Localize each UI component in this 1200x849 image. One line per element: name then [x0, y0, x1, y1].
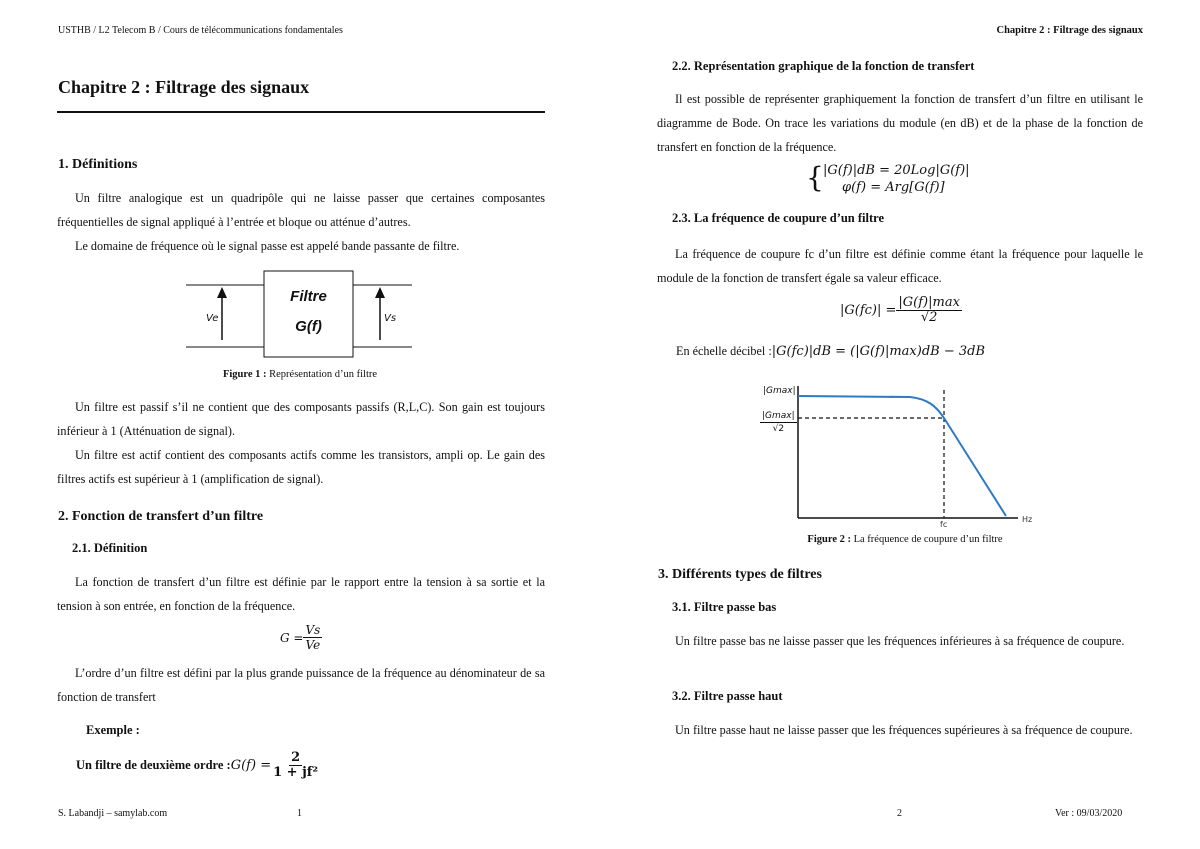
- s1-paragraph-1: Un filtre analogique est un quadripôle qui ne laisse passer que certaines composantes fréquentielles de signal appliqué à l’entrée et bloque ou atténue d’autres.: [57, 191, 545, 229]
- s31-paragraph-1: Un filtre passe bas ne laisse passer que les fréquences inférieures à sa fréquence de coupure.: [675, 634, 1125, 648]
- section-3-title: 3. Différents types de filtres: [658, 567, 822, 582]
- ve-label: Ve: [206, 313, 219, 324]
- bode-equations: { |G(f)|dB = 20Log|G(f)| φ(f) = Arg[G(f)]: [806, 161, 970, 195]
- decibel-text: En échelle décibel :: [676, 344, 772, 358]
- figure-1-caption-text: Représentation d’un filtre: [266, 369, 378, 380]
- example-text: Un filtre de deuxième ordre :: [76, 758, 231, 772]
- figure-1-caption: [180, 369, 420, 380]
- figure-1-caption-bold: Figure 1 :: [222, 369, 267, 380]
- gmax-label: |Gmax|: [763, 386, 796, 396]
- footer-page-2: 2: [897, 808, 902, 819]
- equation-g: [280, 623, 322, 652]
- example-denominator: 1 + jf²: [273, 765, 319, 780]
- equation-g-numerator: Vs: [305, 623, 321, 637]
- s1-paragraph-3: Un filtre est passif s’il ne contient que des composants passifs (R,L,C). Son gain est toujours inférieur à 1 (Atténuation de signal).: [57, 400, 545, 438]
- right-header: Chapitre 2 : Filtrage des signaux: [996, 25, 1143, 36]
- vs-arrowhead-icon: [375, 287, 385, 298]
- decibel-equation: |G(fc)|dB = (|G(f)|max)dB − 3dB: [771, 343, 986, 359]
- footer-version: Ver : 09/03/2020: [1055, 808, 1123, 819]
- s1-paragraph-2: Le domaine de fréquence où le signal passe est appelé bande passante de filtre.: [75, 239, 460, 253]
- ve-arrowhead-icon: [217, 287, 227, 298]
- section-1-title: 1. Définitions: [58, 157, 138, 172]
- s1-paragraph-4: Un filtre est actif contient des composants actifs comme les transistors, ampli op. Le gain des filtres actifs est supérieur à 1 (amplification de signal).: [57, 448, 545, 486]
- section-3-2-title: 3.2. Filtre passe haut: [672, 689, 783, 703]
- magnitude-curve: [798, 396, 1006, 516]
- gmax-sqrt2-denominator: √2: [772, 424, 785, 434]
- vs-label: Vs: [384, 313, 397, 324]
- s23-paragraph-1: La fréquence de coupure fc d’un filtre est définie comme étant la fréquence pour laquelle le module de la fonction de transfert égale sa valeur efficace.: [657, 247, 1143, 285]
- equation-fc-lhs: |G(fc)| =: [840, 303, 897, 318]
- cutoff-frequency-plot: [760, 378, 1060, 530]
- figure-2-caption-text: La fréquence de coupure d’un filtre: [850, 534, 1003, 545]
- example-label: Exemple :: [86, 723, 140, 737]
- bode-eq-2: φ(f) = Arg[G(f)]: [842, 180, 945, 195]
- figure-2-caption-bold: Figure 2 :: [807, 534, 851, 545]
- left-header: USTHB / L2 Telecom B / Cours de télécommunications fondamentales: [58, 25, 343, 36]
- footer-author: S. Labandji – samylab.com: [58, 808, 168, 819]
- chapter-title: Chapitre 2 : Filtrage des signaux: [58, 77, 310, 97]
- example-fraction: [271, 751, 320, 780]
- section-2-2-title: 2.2. Représentation graphique de la fonction de transfert: [672, 59, 975, 73]
- gmax-sqrt2-label: [760, 410, 797, 436]
- equation-fc-denominator: √2: [920, 310, 938, 325]
- footer-page-1: 1: [297, 808, 302, 819]
- filter-box-label-2: G(f): [295, 318, 322, 335]
- section-2-1-title: 2.1. Définition: [72, 541, 148, 555]
- example-equation: [76, 751, 320, 780]
- filter-box-label-1: Filtre: [290, 288, 327, 305]
- filter-block-diagram: [186, 268, 412, 360]
- filter-box: [264, 271, 353, 357]
- equation-g-fraction: [303, 623, 322, 652]
- figure-2-caption: [770, 534, 1040, 545]
- title-rule: [57, 111, 545, 113]
- section-3-1-title: 3.1. Filtre passe bas: [672, 600, 777, 614]
- example-lhs: G(f) =: [230, 758, 272, 773]
- s32-paragraph-1: Un filtre passe haut ne laisse passer que les fréquences supérieures à sa fréquence de coupure.: [675, 723, 1133, 737]
- equation-g-lhs: G =: [280, 630, 304, 645]
- fc-tick-label: fc: [940, 520, 948, 529]
- equation-g-denominator: Ve: [305, 638, 321, 652]
- example-numerator: 2: [291, 750, 301, 765]
- decibel-line: [676, 339, 985, 363]
- hz-axis-label: Hz: [1022, 515, 1033, 524]
- equation-fc-fraction: [896, 296, 962, 325]
- s22-paragraph-1: Il est possible de représenter graphiquement la fonction de transfert d’un filtre en utilisant le diagramme de Bode. On trace les variations du module (en dB) et de la phase de la fonction de transfert en fonction de la fréquence.: [657, 92, 1143, 154]
- equation-fc: [840, 296, 962, 325]
- bode-eq-1: |G(f)|dB = 20Log|G(f)|: [823, 163, 970, 178]
- section-2-3-title: 2.3. La fréquence de coupure d’un filtre: [672, 211, 885, 225]
- s21-paragraph-2: L’ordre d’un filtre est défini par la plus grande puissance de la fréquence au dénominateur de sa fonction de transfert: [57, 666, 545, 704]
- gmax-sqrt2-numerator: |Gmax|: [762, 411, 795, 421]
- equation-fc-numerator: |G(f)|max: [898, 295, 960, 310]
- s21-paragraph-1: La fonction de transfert d’un filtre est définie par le rapport entre la tension à sa sortie et la tension à son entrée, en fonction de la fréquence.: [57, 575, 545, 613]
- section-2-title: 2. Fonction de transfert d’un filtre: [58, 509, 264, 524]
